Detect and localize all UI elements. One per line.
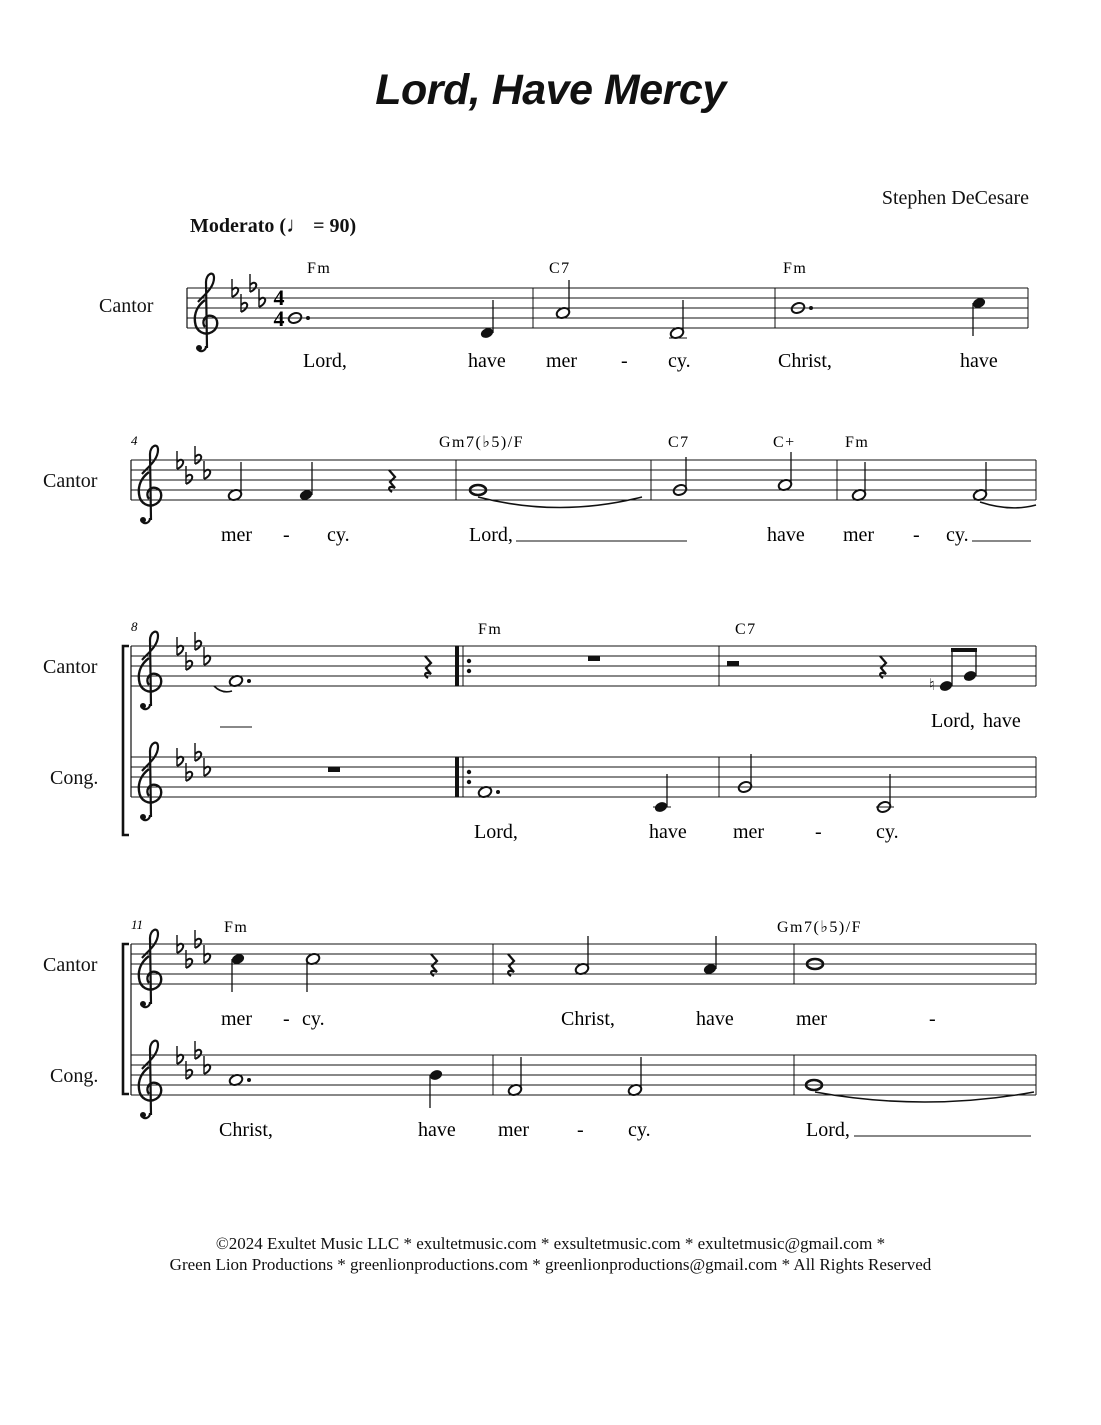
lyric: Lord, — [474, 821, 518, 843]
staff-label-cantor: Cantor — [43, 954, 98, 976]
key-signature-flats-icon — [177, 446, 210, 484]
lyric: - — [283, 524, 290, 546]
chord-symbol: C7 — [668, 434, 690, 451]
key-signature-flats-icon — [177, 632, 210, 670]
lyric: cy. — [668, 350, 691, 372]
lyric: have — [767, 524, 805, 546]
lyric: mer — [221, 1008, 253, 1030]
treble-clef-icon — [139, 446, 161, 524]
chord-symbol: Gm7(♭5)/F — [439, 434, 525, 451]
chord-symbol: C7 — [735, 621, 757, 638]
treble-clef-icon — [139, 930, 161, 1008]
lyric: mer — [796, 1008, 828, 1030]
chord-symbol: Gm7(♭5)/F — [777, 919, 863, 936]
lyric: have — [418, 1119, 456, 1141]
lyric: Lord, — [806, 1119, 850, 1141]
staff-label-cantor: Cantor — [43, 470, 98, 492]
chord-symbol: Fm — [307, 260, 332, 277]
key-signature-flats-icon — [177, 930, 210, 968]
lyric: cy. — [946, 524, 969, 546]
lyric: - — [815, 821, 822, 843]
lyric: cy. — [628, 1119, 651, 1141]
chord-symbol: Fm — [845, 434, 870, 451]
chord-symbol: C7 — [549, 260, 571, 277]
tempo-value: = 90) — [313, 215, 357, 237]
chord-symbol: C+ — [773, 434, 796, 451]
chord-symbol: Fm — [478, 621, 503, 638]
song-title: Lord, Have Mercy — [375, 66, 726, 114]
lyric: Lord, — [303, 350, 347, 372]
tempo-open: ( — [279, 215, 287, 237]
staff-label-cantor: Cantor — [43, 656, 98, 678]
chord-symbol: Fm — [783, 260, 808, 277]
lyric: - — [929, 1008, 936, 1030]
treble-clef-icon — [139, 743, 161, 821]
chord-symbol: Fm — [224, 919, 249, 936]
lyric: - — [913, 524, 920, 546]
system-2 — [131, 433, 1036, 546]
measure-number: 8 — [131, 619, 138, 634]
key-signature-flats-icon — [177, 743, 210, 781]
staff-label-congregation: Cong. — [50, 1065, 99, 1087]
lyric: - — [621, 350, 628, 372]
system-3 — [123, 619, 1036, 843]
lyric: mer — [546, 350, 578, 372]
lyric: have — [960, 350, 998, 372]
system-1 — [187, 260, 1028, 372]
treble-clef-icon — [195, 274, 217, 352]
treble-clef-icon — [139, 632, 161, 710]
lyric: - — [577, 1119, 584, 1141]
system-4 — [123, 917, 1036, 1141]
tempo-word: Moderato — [190, 215, 275, 237]
measure-number: 4 — [131, 433, 138, 448]
lyric: have — [696, 1008, 734, 1030]
staff-label-cantor: Cantor — [99, 295, 154, 317]
staff-label-congregation: Cong. — [50, 767, 99, 789]
lyric: cy. — [302, 1008, 325, 1030]
treble-clef-icon — [139, 1041, 161, 1119]
lyric: mer — [498, 1119, 530, 1141]
footer-line-1: ©2024 Exultet Music LLC * exultetmusic.com * exsultetmusic.com * exultetmusic@gmail.com * — [215, 1234, 886, 1253]
lyric: cy. — [327, 524, 350, 546]
copyright-footer — [0, 1233, 1101, 1275]
footer-line-2: Green Lion Productions * greenlionproductions.com * greenlionproductions@gmail.com * All Rights Reserved — [169, 1255, 932, 1274]
time-signature-top: 4 — [273, 285, 285, 310]
key-signature-flats-icon — [177, 1041, 210, 1079]
lyric: Lord, — [469, 524, 513, 546]
lyric: have — [983, 710, 1021, 732]
lyric: mer — [221, 524, 253, 546]
lyric: Lord, — [931, 710, 975, 732]
key-signature-flats-icon — [232, 274, 265, 312]
composer-name: Stephen DeCesare — [881, 187, 1029, 209]
lyric: cy. — [876, 821, 899, 843]
natural-sign-icon: ♮ — [929, 677, 935, 694]
lyric: Christ, — [778, 350, 832, 372]
lyric: Christ, — [561, 1008, 615, 1030]
lyric: have — [468, 350, 506, 372]
time-signature-bottom: 4 — [273, 306, 285, 331]
lyric: - — [283, 1008, 290, 1030]
quarter-note-icon: ♩ — [286, 212, 309, 237]
lyric: Christ, — [219, 1119, 273, 1141]
lyric: mer — [843, 524, 875, 546]
measure-number: 11 — [131, 917, 144, 932]
lyric: mer — [733, 821, 765, 843]
lyric: have — [649, 821, 687, 843]
